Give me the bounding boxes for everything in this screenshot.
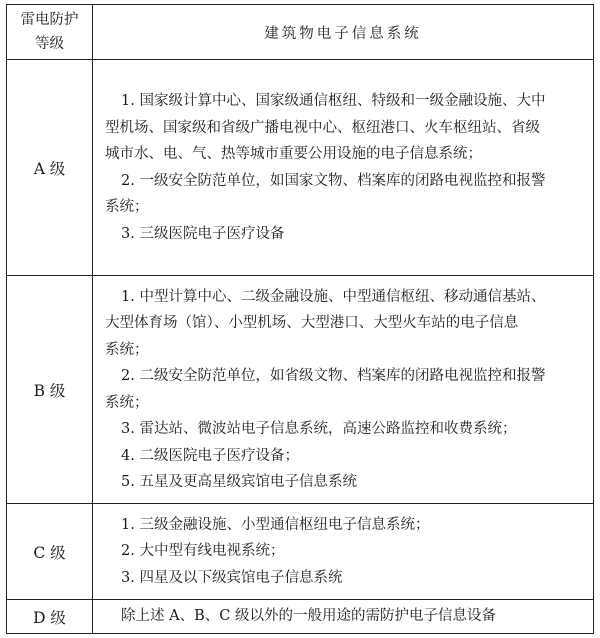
content-cell-d: [93, 600, 594, 634]
content-line: 系统；: [105, 341, 149, 358]
content-line: 城市水、电、气、热等城市重要公用设施的电子信息系统；: [105, 146, 482, 162]
content-line: 1. 国家级计算中心、国家级通信枢纽、特级和一级金融设施、大中: [121, 93, 546, 109]
content-line: 4. 二级医院电子医疗设备；: [121, 447, 299, 464]
level-cell-a: A 级: [7, 60, 93, 276]
table-row-a: [7, 60, 594, 276]
header-level-cell: [7, 5, 93, 60]
content-line: 系统；: [105, 199, 149, 215]
content-cell-b: [93, 276, 594, 504]
header-system-cell: 建筑物电子信息系统: [93, 5, 594, 60]
content-line: 系统；: [105, 394, 149, 411]
level-cell-c: C 级: [7, 504, 93, 600]
header-level-line1: 雷电防护: [20, 12, 79, 28]
content-line: 除上述 A、B、C 级以外的一般用途的需防护电子信息设备: [121, 608, 496, 625]
content-line: 1. 中型计算中心、二级金融设施、中型通信枢纽、移动通信基站、: [121, 288, 546, 305]
content-line: 型机场、国家级和省级广播电视中心、枢纽港口、火车枢纽站、省级: [105, 119, 540, 136]
content-cell-c: [93, 504, 594, 600]
content-line: 大型体育场（馆）、小型机场、大型港口、大型火车站的电子信息: [105, 315, 519, 331]
content-line: 2. 大中型有线电视系统；: [121, 543, 285, 560]
content-line: 3. 雷达站、微波站电子信息系统，高速公路监控和收费系统；: [121, 421, 517, 437]
header-row: [7, 5, 594, 60]
level-cell-b: B 级: [7, 276, 93, 504]
table-row-b: [7, 276, 594, 504]
protection-level-table: [6, 4, 594, 634]
header-level-line2: 等级: [35, 36, 64, 52]
content-line: 3. 三级医院电子医疗设备: [121, 225, 285, 242]
content-line: 2. 二级安全防范单位，如省级文物、档案库的闭路电视监控和报警: [121, 368, 546, 384]
content-line: 2. 一级安全防范单位，如国家文物、档案库的闭路电视监控和报警: [121, 172, 546, 189]
content-line: 3. 四星及以下级宾馆电子信息系统: [121, 569, 343, 586]
content-line: 5. 五星及更高星级宾馆电子信息系统: [121, 474, 357, 490]
level-cell-d: D 级: [7, 600, 93, 634]
table-row-c: [7, 504, 594, 600]
content-line: 1. 三级金融设施、小型通信枢纽电子信息系统；: [121, 516, 430, 533]
content-cell-a: [93, 60, 594, 276]
table-row-d: [7, 600, 594, 634]
